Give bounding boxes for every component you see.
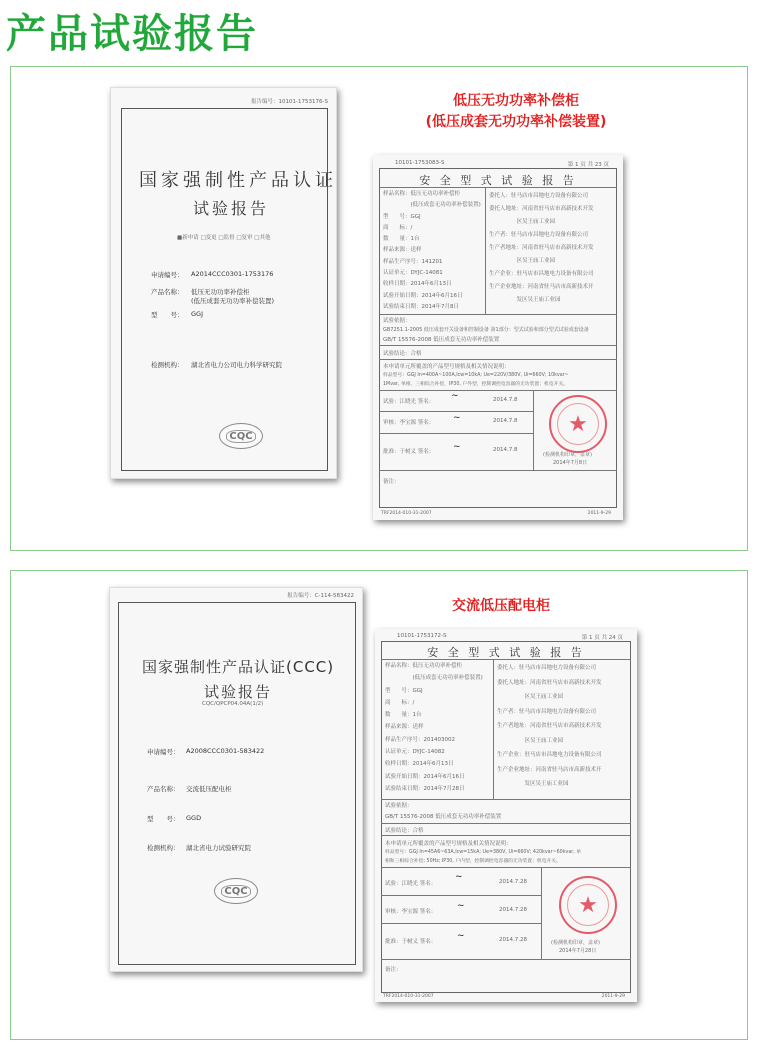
divider (381, 923, 541, 924)
coverage-note: 本申请单元所覆盖的产品型号规格及相关情况说明： (383, 364, 510, 370)
signature-mark: ~ (453, 442, 461, 452)
field-row: 数 量：1台 (383, 236, 420, 243)
field-row: 收样日期：2014年6月13日 (385, 761, 454, 768)
cqc-logo-text: CQC (221, 885, 250, 898)
cqc-logo (219, 423, 263, 449)
seal-date: 2014年7月28日 (559, 948, 597, 954)
divider (379, 359, 617, 360)
cover-product-label: 产品名称： (147, 785, 180, 793)
field-row: 认证单元：DYJC-14081 (383, 270, 443, 277)
field-row: 生产企业：驻马店市昌地电力设备有限公司 (497, 752, 602, 758)
cover-lab: 湖北省电力公司电力科学研究院 (191, 361, 282, 369)
divider (381, 659, 631, 660)
field-row: 委托人地址：河南省驻马店市高新技术开发 (489, 206, 594, 212)
cover-model: GGD (186, 814, 202, 822)
basis-standard-1: GB7251.1-2005 低压成套开关设备和控制设备 第1部分：型式试验和部分型式试验成套设备 (383, 327, 589, 333)
coverage-note: 本申请单元所覆盖的产品型号规格及相关情况说明： (385, 841, 512, 847)
cover-lab-label: 检测机构： (151, 361, 184, 369)
report-right-column (497, 663, 602, 794)
field-row: 样品来源：送样 (385, 724, 424, 731)
model-spec-2: 相和三相综合补偿; 50Hz; IP30, 户内型，控制调控电容器的无功装置；机电开关。 (385, 859, 561, 864)
signature-mark: ~ (455, 872, 463, 882)
field-row: 收样日期：2014年6月13日 (383, 281, 452, 288)
divider (381, 835, 631, 836)
model-spec: 样品型号：GGJ In=45A6~63A,Icw=15kA; Ue=380V, Ui=660V; 420kvar~60kvar, 单 (385, 850, 582, 855)
divider (379, 411, 533, 412)
page-title: 产品试验报告 (6, 11, 258, 57)
report-sheet (375, 629, 637, 1002)
divider (541, 867, 542, 959)
field-row: 试验开始日期：2014年6月16日 (385, 773, 465, 780)
signature-approver: 批准：于树义 签名： (383, 449, 435, 455)
footer-date: 2011-9-29 (601, 994, 625, 999)
field-row: 试验结束日期：2014年7月8日 (383, 303, 459, 310)
field-row: 生产企业地址：河南省驻马店市高新技术开 (497, 766, 602, 773)
field-row: 生产者：驻马店市昌地电力设备有限公司 (489, 232, 589, 238)
field-row: 发区吴王庙工业园 (489, 297, 561, 303)
product-label-line1: 低压无功功率补偿柜 (453, 93, 579, 109)
divider (381, 895, 541, 896)
field-row: 生产企业：驻马店市昌地电力设备有限公司 (489, 271, 594, 277)
field-row: 样品生产序号：201403002 (385, 736, 455, 743)
official-seal: ★ (559, 876, 617, 934)
field-row: 型 号：GGJ (383, 213, 421, 220)
cover-sheet (109, 587, 363, 972)
report-title: 安 全 型 式 试 验 报 告 (427, 646, 585, 659)
basis-label: 试验依据： (383, 318, 411, 324)
field-row: 商 标：/ (385, 699, 415, 706)
report-page-count: 第 1 页 共 23 页 (567, 162, 609, 168)
report-top-left: 10101-1753172-S (397, 633, 447, 639)
cover-title: 国家强制性产品认证(CCC) (142, 658, 335, 676)
cover-report-number: 报告编号：C-114-583422 (287, 593, 354, 599)
report-right-column (489, 191, 594, 308)
cqc-logo-text: CQC (226, 430, 255, 443)
divider (379, 433, 533, 434)
cover-lab-label: 检测机构： (147, 844, 180, 852)
field-row: (低压成套无功功率补偿装置) (383, 202, 481, 209)
field-row: 生产者地址：河南省驻马店市高新技术开发 (489, 245, 594, 251)
cover-app-no-label: 申请编号： (151, 271, 184, 279)
field-row: 样品生产序号：141201 (383, 258, 443, 265)
cover-model-label: 型 号： (151, 311, 184, 319)
divider (379, 470, 617, 471)
field-row: 认证单元：DYJC-14082 (385, 749, 445, 756)
cover-sheet (110, 87, 337, 479)
divider (381, 823, 631, 824)
seal-date: 2014年7月8日 (553, 460, 588, 466)
cover-lab: 湖北省电力试验研究院 (186, 844, 251, 852)
remarks: 备注： (385, 967, 402, 973)
model-spec: 样品型号：GGJ In=400A~100A,Icw=10kA; Ue=220V/380V, Ui=660V; 10kvar~ (383, 373, 569, 378)
date-tester: 2014.7.8 (493, 397, 518, 403)
cover-subtitle: 试验报告 (204, 683, 273, 701)
signature-reviewer: 审核：李宝源 签名： (383, 420, 435, 426)
report-title: 安 全 型 式 试 验 报 告 (419, 174, 577, 187)
cover-title: 国家强制性产品认证 (139, 170, 337, 191)
field-row: 生产者：驻马店市昌地电力设备有限公司 (497, 708, 597, 715)
cover-code: CQC/QPCP04.04A(1/2) (202, 701, 264, 707)
report-panel-1 (10, 66, 748, 551)
report-panel-2 (10, 570, 748, 1040)
divider (379, 390, 617, 391)
divider (493, 659, 494, 799)
product-label-line2: (低压成套无功功率补偿装置) (425, 114, 607, 130)
date-reviewer: 2014.7.28 (499, 907, 527, 913)
basis-standard-2: GB/T 15576-2008 低压成套无功功率补偿装置 (383, 337, 500, 343)
signature-approver: 批准：于树义 签名： (385, 939, 437, 945)
model-spec-2: 1Mvar, 单相、三相综合补偿，IP30, 户外型，控制调控电容器的无功装置；机电开关。 (383, 382, 568, 387)
field-row: (低压成套无功功率补偿装置) (385, 675, 483, 682)
divider (485, 187, 486, 314)
date-tester: 2014.7.28 (499, 879, 527, 885)
field-row: 样品名称：低压无功功率补偿柜 (383, 191, 461, 197)
field-row: 委托人地址：河南省驻马店市高新技术开发 (497, 679, 602, 686)
cover-product-sub: (低压成套无功功率补偿装置) (191, 297, 275, 305)
conclusion: 试验结论：合格 (383, 351, 422, 357)
field-row: 区吴王庙工业园 (489, 219, 556, 225)
footer-code: TRF2014-010-31-2007 (381, 511, 432, 516)
field-row: 区吴王庙工业园 (497, 737, 564, 744)
divider (533, 390, 534, 470)
cqc-logo (214, 878, 258, 904)
seal-note: (检测机构印章，盖章) (551, 940, 600, 946)
cover-product: 交流低压配电柜 (186, 785, 232, 793)
remarks: 备注： (383, 479, 400, 485)
field-row: 生产者地址：河南省驻马店市高新技术开发 (497, 723, 602, 729)
divider (379, 345, 617, 346)
official-seal: ★ (549, 395, 607, 453)
field-row: 委托人：驻马店市昌地电力设备有限公司 (489, 193, 589, 199)
footer-date: 2011-9-29 (587, 511, 611, 516)
signature-mark: ~ (451, 391, 459, 401)
field-row: 样品来源：送样 (383, 247, 422, 254)
field-row: 区吴王庙工业园 (497, 694, 564, 700)
cover-report-number: 报告编号：10101-1753176-S (251, 99, 328, 105)
conclusion: 试验结论：合格 (385, 828, 424, 834)
cover-checkboxes: ■新申请 □变更 □监督 □复审 □其他 (177, 235, 271, 241)
field-row: 区吴王庙工业园 (489, 258, 556, 264)
cover-product: 低压无功功率补偿柜 (191, 288, 250, 296)
divider (379, 314, 617, 315)
divider (381, 867, 631, 868)
cover-product-label: 产品名称： (151, 288, 184, 296)
field-row: 样品名称：低压无功功率补偿柜 (385, 663, 463, 669)
footer-code: TRF2014-010-31-2007 (383, 994, 434, 999)
cover-model: GGJ (191, 310, 203, 318)
field-row: 型 号：GGJ (385, 687, 423, 694)
report-left-column (383, 189, 481, 313)
divider (381, 799, 631, 800)
signature-mark: ~ (457, 901, 465, 911)
signature-tester: 试验：江晓光 签名： (385, 881, 437, 887)
field-row: 试验结束日期：2014年7月28日 (385, 785, 465, 792)
field-row: 生产企业地址：河南省驻马店市高新技术开 (489, 284, 594, 290)
field-row: 数 量：1台 (385, 712, 422, 719)
date-approver: 2014.7.28 (499, 937, 527, 943)
report-page-count: 第 1 页 共 24 页 (581, 635, 623, 641)
field-row: 发区吴王庙工业园 (497, 781, 569, 787)
field-row: 试验开始日期：2014年6月16日 (383, 292, 463, 299)
date-approver: 2014.7.8 (493, 447, 518, 453)
cover-app-no: A2014CCC0301-1753176 (191, 270, 274, 278)
cover-app-no: A2008CCC0301-583422 (186, 747, 265, 755)
report-sheet (373, 155, 623, 520)
basis-label: 试验依据： (385, 803, 413, 809)
cover-model-label: 型 号： (147, 815, 180, 823)
divider (381, 959, 631, 960)
signature-mark: ~ (453, 413, 461, 423)
report-top-left: 10101-1753083-S (395, 160, 445, 166)
seal-note: (检测机构印章，盖章) (543, 452, 592, 458)
date-reviewer: 2014.7.8 (493, 418, 518, 424)
signature-tester: 试验：江晓光 签名： (383, 399, 435, 405)
divider (379, 187, 617, 188)
field-row: 委托人：驻马店市昌地电力设备有限公司 (497, 665, 597, 671)
cover-subtitle: 试验报告 (193, 199, 270, 218)
report-left-column (385, 661, 483, 796)
field-row: 商 标：/ (383, 224, 413, 231)
basis-standard-2: GB/T 15576-2008 低压成套无功功率补偿装置 (385, 814, 502, 820)
signature-reviewer: 审核：李宝源 签名： (385, 909, 437, 915)
product-label-line1: 交流低压配电柜 (452, 598, 550, 614)
signature-mark: ~ (457, 931, 465, 941)
cover-app-no-label: 申请编号： (147, 748, 180, 756)
